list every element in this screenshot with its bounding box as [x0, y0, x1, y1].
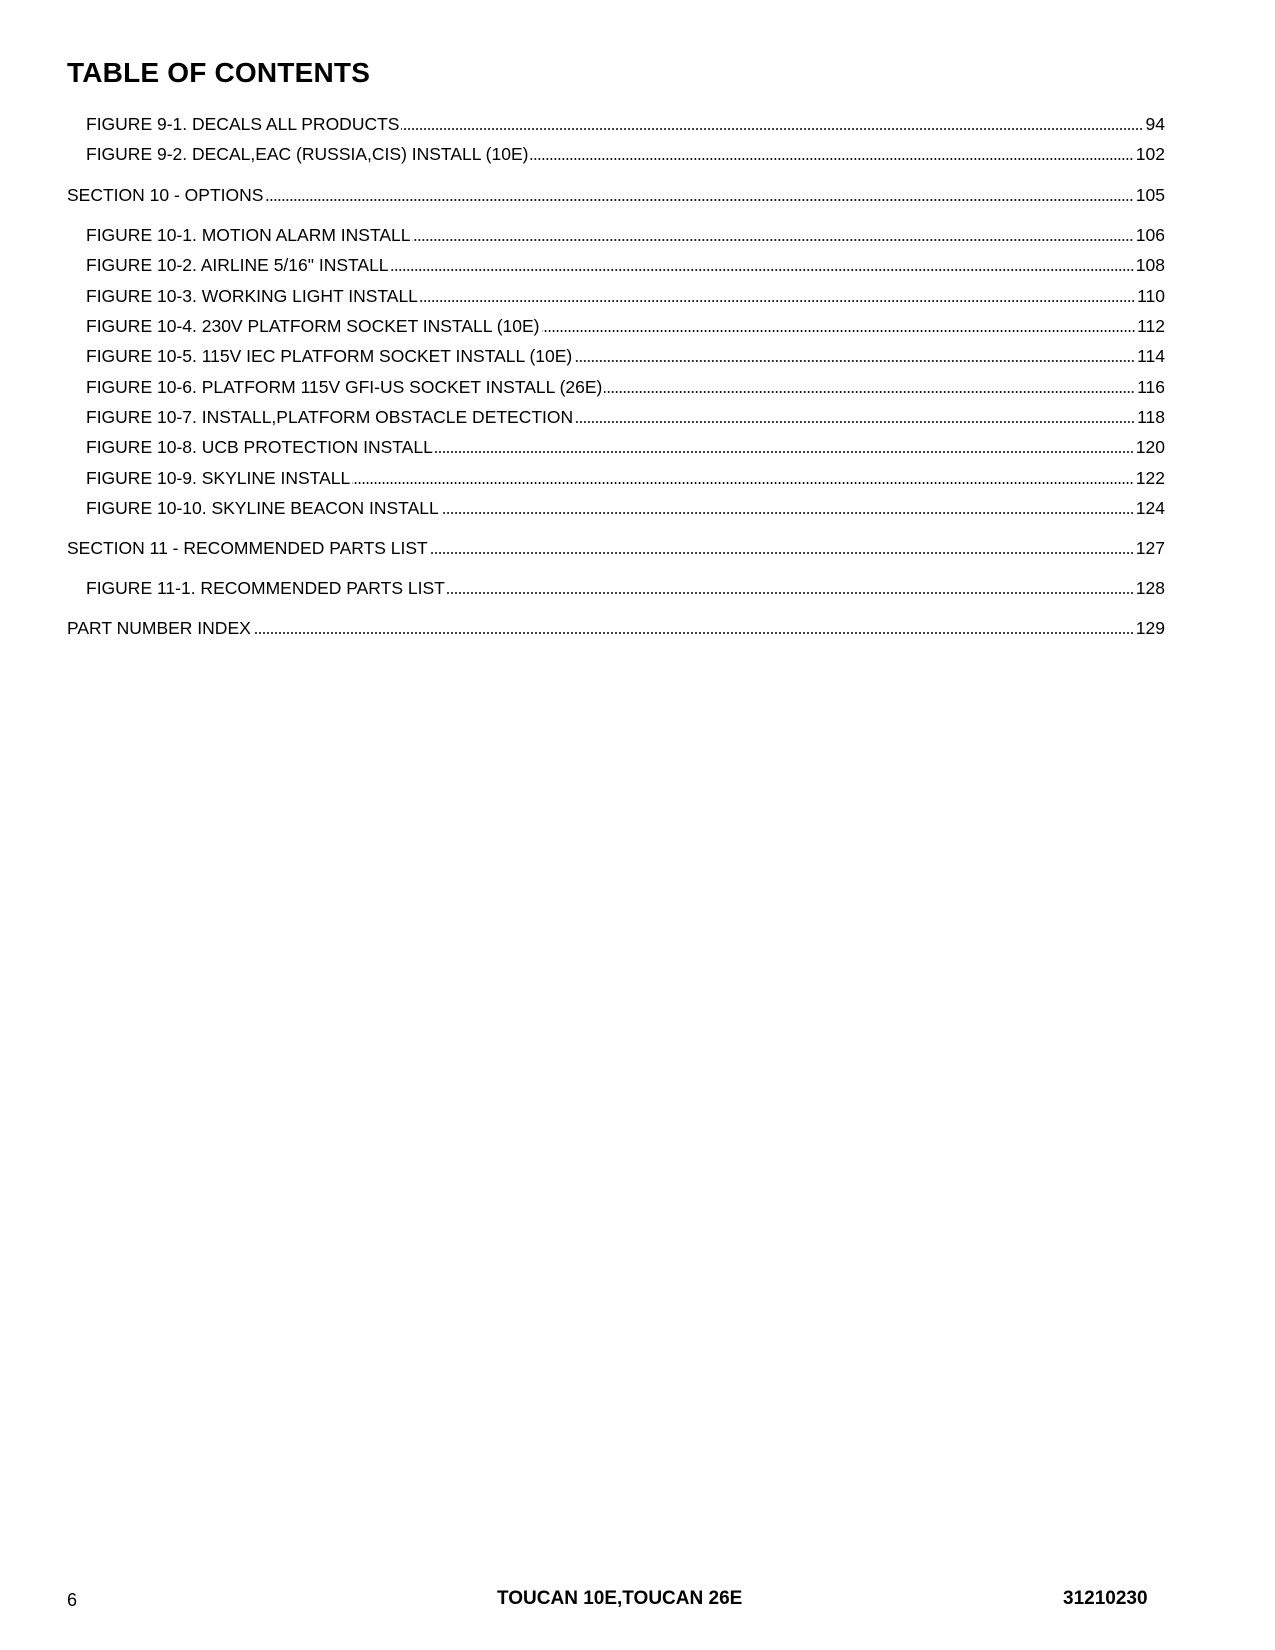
toc-entry-page: 114: [1137, 346, 1165, 366]
page-footer: [0, 1588, 1275, 1614]
toc-entry-page: 105: [1135, 185, 1165, 205]
toc-entry-label: FIGURE 9-2. DECAL,EAC (RUSSIA,CIS) INSTALL (10E): [86, 144, 529, 164]
toc-entry-label: FIGURE 10-2. AIRLINE 5/16" INSTALL: [86, 255, 389, 275]
dot-leader: [441, 512, 1134, 514]
toc-entry-figure-10-2[interactable]: [67, 251, 1165, 275]
dot-leader: [412, 239, 1133, 241]
toc-entry-page: 129: [1135, 618, 1165, 638]
toc-entry-figure-10-8[interactable]: [67, 433, 1165, 457]
toc-entry-figure-10-10[interactable]: [67, 494, 1165, 518]
toc-entry-page: 106: [1135, 225, 1165, 245]
toc-entry-label: FIGURE 10-4. 230V PLATFORM SOCKET INSTALL (10E): [86, 316, 540, 336]
toc-entry-label: FIGURE 11-1. RECOMMENDED PARTS LIST: [86, 578, 445, 598]
toc-entry-figure-10-1[interactable]: [67, 221, 1165, 245]
toc-entry-figure-10-7[interactable]: [67, 403, 1165, 427]
toc-entry-part-number-index[interactable]: [67, 614, 1165, 638]
toc-entry-section-11[interactable]: [67, 534, 1165, 558]
toc-entry-label: FIGURE 10-1. MOTION ALARM INSTALL: [86, 225, 411, 245]
toc-entry-figure-10-5[interactable]: [67, 342, 1165, 366]
toc-entry-page: 102: [1135, 144, 1165, 164]
toc-entry-page: 110: [1137, 286, 1165, 306]
toc-entry-label: FIGURE 9-1. DECALS ALL PRODUCTS: [86, 114, 400, 134]
toc-entry-label: SECTION 10 - OPTIONS: [67, 185, 264, 205]
toc-entry-page: 120: [1135, 437, 1165, 457]
toc-entry-page: 124: [1135, 498, 1165, 518]
dot-leader: [447, 592, 1134, 594]
toc-entry-page: 108: [1135, 255, 1165, 275]
toc-entry-section-10[interactable]: [67, 181, 1165, 205]
toc-entry-figure-10-4[interactable]: [67, 312, 1165, 336]
footer-document-title: TOUCAN 10E,TOUCAN 26E: [497, 1588, 743, 1609]
dot-leader: [253, 632, 1134, 634]
dot-leader: [420, 300, 1135, 302]
dot-leader: [430, 552, 1134, 554]
toc-entry-label: PART NUMBER INDEX: [67, 618, 251, 638]
toc-entry-label: FIGURE 10-7. INSTALL,PLATFORM OBSTACLE DETECTION: [86, 407, 574, 427]
toc-entry-label: FIGURE 10-6. PLATFORM 115V GFI-US SOCKET INSTALL (26E): [86, 377, 603, 397]
page-title: TABLE OF CONTENTS: [67, 57, 371, 88]
dot-leader: [604, 391, 1135, 393]
toc-entry-page: 127: [1135, 538, 1165, 558]
dot-leader: [574, 360, 1135, 362]
footer-page-number: 6: [67, 1590, 78, 1610]
dot-leader: [435, 451, 1134, 453]
dot-leader: [575, 421, 1135, 423]
toc-entry-page: 128: [1135, 578, 1165, 598]
toc-entry-figure-10-3[interactable]: [67, 282, 1165, 306]
toc-entry-label: FIGURE 10-9. SKYLINE INSTALL: [86, 468, 351, 488]
toc-entry-page: 122: [1135, 468, 1165, 488]
toc-entry-label: FIGURE 10-8. UCB PROTECTION INSTALL: [86, 437, 433, 457]
dot-leader: [265, 199, 1133, 201]
toc-entry-label: FIGURE 10-3. WORKING LIGHT INSTALL: [86, 286, 418, 306]
dot-leader: [391, 269, 1134, 271]
toc-entry-figure-11-1[interactable]: [67, 574, 1165, 598]
toc-entry-figure-9-2[interactable]: [67, 140, 1165, 164]
dot-leader: [352, 482, 1134, 484]
toc-entry-label: FIGURE 10-5. 115V IEC PLATFORM SOCKET INSTALL (10E): [86, 346, 573, 366]
toc-entry-figure-10-6[interactable]: [67, 373, 1165, 397]
toc-entry-page: 112: [1137, 316, 1165, 336]
dot-leader: [401, 128, 1143, 130]
toc-entry-label: FIGURE 10-10. SKYLINE BEACON INSTALL: [86, 498, 439, 518]
dot-leader: [542, 330, 1136, 332]
dot-leader: [530, 158, 1133, 160]
footer-document-number: 31210230: [1063, 1588, 1148, 1609]
toc-entry-page: 118: [1137, 407, 1165, 427]
toc-entry-figure-9-1[interactable]: [67, 110, 1165, 134]
toc-entry-page: 94: [1145, 114, 1165, 134]
toc-entry-label: SECTION 11 - RECOMMENDED PARTS LIST: [67, 538, 428, 558]
toc-entry-page: 116: [1137, 377, 1165, 397]
toc-entry-figure-10-9[interactable]: [67, 464, 1165, 488]
